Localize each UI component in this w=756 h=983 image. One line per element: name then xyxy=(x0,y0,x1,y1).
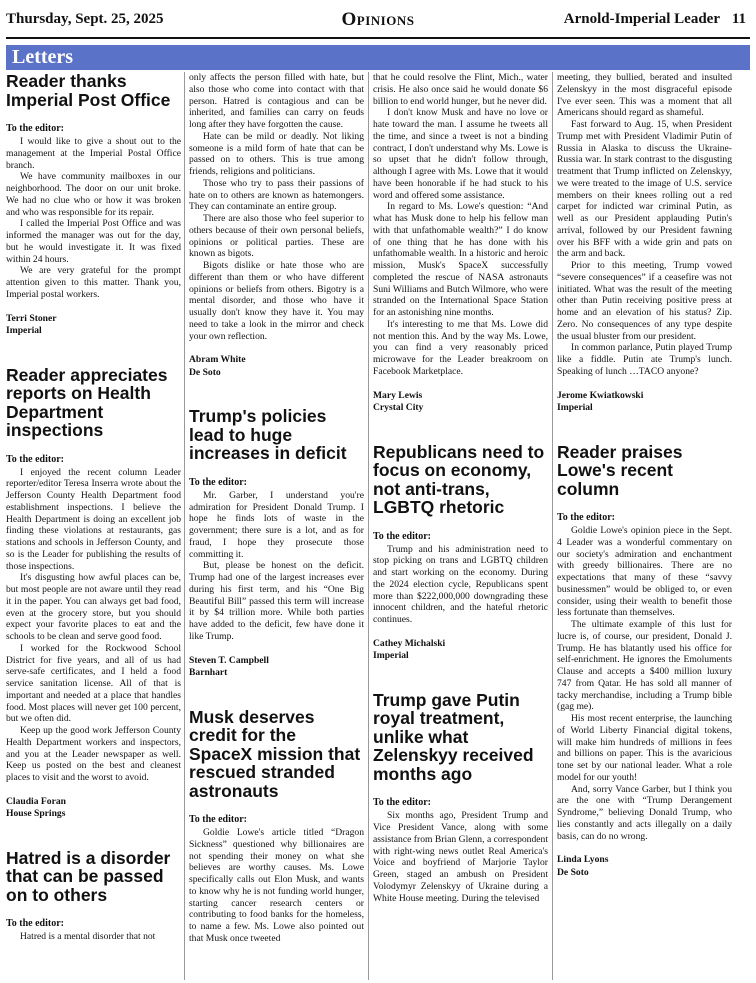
letter-town: House Springs xyxy=(6,808,66,820)
letter-headline: Trump's policies lead to huge increases in deficit xyxy=(189,406,347,464)
page-number: 11 xyxy=(731,11,746,27)
letter-paragraph: There are also those who feel superior to others because of their own personal beliefs, opinions or political parties. These are known as bigots. xyxy=(189,213,364,260)
masthead xyxy=(6,9,750,33)
letter-town: Imperial xyxy=(557,402,593,413)
letters-banner xyxy=(6,45,750,70)
letter-author: Mary Lewis xyxy=(373,389,423,401)
letter-headline: Reader appreciates reports on Health Department inspections xyxy=(6,364,168,440)
column-divider xyxy=(552,72,553,980)
column-divider xyxy=(368,72,369,980)
letter-greeting: To the editor: xyxy=(6,123,64,134)
letter-headline: Reader thanks Imperial Post Office xyxy=(6,72,171,110)
letter-headline: Reader praises Lowe's recent column xyxy=(557,441,683,499)
letter-greeting: To the editor: xyxy=(6,918,64,930)
letter-paragraph: It's disgusting how awful places can be, but most people are not aware until they read it in the paper. You can always get bad food, even at the grocery store, but you should expect your favorite places to eat and the schools to be clean and serve good food. xyxy=(6,572,181,642)
letter-paragraph: Keep up the good work Jefferson County Health Department workers and inspectors, and you at the Leader newspaper as well. Keep us posted on the best and cleanest places to visit and the worst to avoid. xyxy=(6,725,181,783)
letter-paragraph: His most recent enterprise, the launching of World Liberty Financial digital tokens, will make him hundreds of millions in fees and billions on paper. This is the avaricious tone set by our national leader. What a role model for our youth! xyxy=(557,713,732,783)
letter-town: Imperial xyxy=(6,325,42,336)
letter-greeting: To the editor: xyxy=(373,530,431,542)
letter-post-office xyxy=(6,72,181,338)
letter-greeting: To the editor: xyxy=(373,797,431,809)
letter-paragraph: meeting, they bullied, berated and insulted Zelenskyy in the most disgraceful episode I've ever seen. This was a moment that all Americans should regard as shameful. xyxy=(557,72,732,119)
letter-headline: Republicans need to focus on economy, not anti-trans, LGBTQ rhetoric xyxy=(373,441,545,517)
letter-paragraph: I enjoyed the recent column Leader reporter/editor Teresa Inserra wrote about the Jefferson County Health Department food establishment inspections. I believe the Health Department is doing an excellent job finding these violations at restaurants, gas stations and schools in Jefferson County, and so is the Leader for publishing the results of those inspections. xyxy=(6,466,181,572)
letter-greeting: To the editor: xyxy=(6,453,64,465)
letter-putin-continued xyxy=(557,72,732,415)
letter-paragraph: We have community mailboxes in our neighborhood. The door on our unit broke. We had no clue who or how it was broken and who was responsible for its repair. xyxy=(6,171,181,218)
letter-headline: Trump gave Putin royal treatment, unlike what Zelenskyy received months ago xyxy=(373,689,534,784)
column-divider xyxy=(184,72,185,980)
letter-author: Linda Lyons xyxy=(557,854,609,866)
letter-paragraph: Bigots dislike or hate those who are different than them or who have different opinions or beliefs from others. Bigotry is a mental disorder, and those who have it usually don't know they have it. You may need to take a look in the mirror and check your own reflection. xyxy=(189,260,364,342)
letter-paragraph: In regard to Ms. Lowe's question: “And what has Musk done to help his fellow man with that unfathomable wealth?” I do know of one thing that he has done with his unfathomable wealth. In a historic and heroic mission, Musk's SpaceX successfully completed the rescue of NASA astronauts Suni Williams and Butch Wilmore, who were stranded on the International Space Station for an astonishing nine months. xyxy=(373,201,548,318)
letter-town: Imperial xyxy=(373,650,409,662)
letter-paragraph: Six months ago, President Trump and Vice President Vance, along with some assistance from Brian Glenn, a correspondent with right-wing news outlet Real America's Voice and boyfriend of Marjorie Taylor Green, staged an ambush on President Volodymyr Zelenskyy of Ukraine during a White House meeting. During the televised xyxy=(373,810,548,904)
letter-paragraph: Mr. Garber, I understand you're admiration for President Donald Trump. I hope he finds lots of waste in the government; there sure is a lot, and as for fraud, I hope they prosecute those committing it. xyxy=(189,489,364,560)
letter-paragraph: that he could resolve the Flint, Mich., water crisis. He also once said he would donate $6 billion to end world hunger, but he never did. xyxy=(373,72,548,107)
letter-paragraph: I worked for the Rockwood School District for five years, and all of us had serve-safe certificates, and I held a food service sanitation license. All of that is important and needed at a place that handles food. Most places will never get 100 percent, but we often did. xyxy=(6,642,181,725)
letter-paragraph: only affects the person filled with hate, but also those who come into contact with that person. Hatred is contagious and can be inherited, and families can carry on feuds long after they have forgotten the cause. xyxy=(189,72,364,130)
letter-town: Barnhart xyxy=(189,667,228,678)
letter-greeting: To the editor: xyxy=(189,476,247,488)
column-2 xyxy=(189,72,364,980)
letter-paragraph: In common parlance, Putin played Trump like a fiddle. Putin ate Trump's lunch. Speaking of lunch …TACO anyone? xyxy=(557,342,732,377)
letter-lowe xyxy=(557,443,732,880)
letter-musk xyxy=(189,708,364,945)
letter-paragraph: Hatred is a mental disorder that not xyxy=(20,931,156,943)
letter-paragraph: Fast forward to Aug. 15, when President Trump met with President Vladimir Putin of Russia in Alaska to discuss the Ukraine-Russia war. In stark contrast to the disgusting treatment that Trump inflicted on Zelenskyy, we were treated to the image of U.S. service members on their knees rolling out a red carpet for indicted war criminal Putin, as well as our President applauding Putin's arrival, followed by our President fawning over his BFF with a wide grin and pats on the arm and back. xyxy=(557,119,732,260)
letter-paragraph: Goldie Lowe's opinion piece in the Sept. 4 Leader was a wonderful commentary on our society's admiration and enchantment with greedy billionaires. There are no expectations that many of these “savvy businessmen” would be obliged to, or even consider, using their wealth to benefit those less fortunate than themselves. xyxy=(557,525,732,619)
letter-town: De Soto xyxy=(189,366,221,378)
letter-putin xyxy=(373,691,548,905)
letter-paragraph: I called the Imperial Post Office and was informed the manager was out for the day, but he would investigate it. It was fixed within 24 hours. xyxy=(6,218,181,265)
letter-author: Abram White xyxy=(189,354,246,366)
letter-headline: Musk deserves credit for the SpaceX mission that rescued stranded astronauts xyxy=(189,706,361,801)
letter-town: Crystal City xyxy=(373,402,424,413)
letter-health-department xyxy=(6,366,181,821)
letter-paragraph: Prior to this meeting, Trump vowed “severe consequences” if a ceasefire was not initiated. What was the result of the meeting other than Putin receiving positive press at home and an elevation of his status? Zip. Zero. No consequences of any type despite the usual bluster from our president. xyxy=(557,260,732,342)
letter-author: Jerome Kwiatkowski xyxy=(557,389,644,401)
letter-author: Claudia Foran xyxy=(6,795,66,807)
letter-paragraph: Trump and his administration need to stop picking on trans and LGBTQ children and start working on the economy. During the 2024 election cycle, Republicans spent more than $222,000,000 downgrading these innocent children, and the hateful rhetoric continues. xyxy=(373,543,548,625)
letter-paragraph: The ultimate example of this lust for lucre is, of course, our president, Donald J. Trump. He has blatantly used his office for self-enrichment. He ignores the Emoluments Clause and accepts a $400 million luxury 747 from Qatar. He has sold all manner of tacky merchandise, including a Trump bible (gag me). xyxy=(557,619,732,713)
letter-author: Steven T. Campbell xyxy=(189,654,269,666)
letter-hatred-continued xyxy=(189,72,364,379)
column-3 xyxy=(373,72,548,980)
letter-paragraph: Hate can be mild or deadly. Not liking someone is a mild form of hate that can be passed on to others. This is true among friends, religions and politicians. xyxy=(189,130,364,177)
newspaper-name: Arnold-Imperial Leader xyxy=(563,11,720,27)
letter-hatred xyxy=(6,849,181,943)
letter-paragraph: Goldie Lowe's article titled “Dragon Sickness” questioned why billionaires are not spending their money on what she believes are worthy causes. Ms. Lowe specifically calls out Elon Musk, and wants to know why he is not funding world hunger, starting cancer research centers or contributing to food banks for the homeless, to name a few. Ms. Lowe also pointed out that Musk once tweeted xyxy=(189,827,364,944)
letter-author: Terri Stoner xyxy=(6,312,57,324)
letter-paragraph: I would like to give a shout out to the management at the Imperial Postal Office branch. xyxy=(6,136,181,171)
column-1 xyxy=(6,72,181,980)
column-4 xyxy=(557,72,732,980)
issue-date: Thursday, Sept. 25, 2025 xyxy=(6,11,164,27)
letter-paragraph: I don't know Musk and have no love or hate toward the man. I assume he tweets all the time, and since a tweet is not a binding contract, I don't understand why Ms. Lowe is so upset that he didn't follow through, although I agree with Ms. Lowe that it would have been honorable if he had stuck to his word and offered some assistance. xyxy=(373,107,548,201)
header-rule xyxy=(6,37,750,39)
section-title: Opinions xyxy=(341,9,415,30)
letter-greeting: To the editor: xyxy=(189,814,247,825)
letter-paragraph: But, please be honest on the deficit. Trump had one of the largest increases ever during his first term, and his “One Big Beautiful Bill” passed this term will increase it by $4 trillion more. While both parties have added to the deficit, few have done it like Trump. xyxy=(189,560,364,642)
letter-paragraph: Those who try to pass their passions of hate on to others are known as hatemongers. They can contaminate an entire group. xyxy=(189,177,364,213)
letter-republicans xyxy=(373,443,548,663)
letter-paragraph: And, sorry Vance Garber, but I think you are the one with “Trump Derangement Syndrome,” believing Donald Trump, who lies constantly and acts illegally on a daily basis, can do no wrong. xyxy=(557,783,732,842)
letter-deficit xyxy=(189,407,364,679)
letter-greeting: To the editor: xyxy=(557,512,615,523)
letter-paragraph: It's interesting to me that Ms. Lowe did not mention this. And by the way Ms. Lowe, you can find a very reasonably priced microwave for the Leader breakroom on Facebook Marketplace. xyxy=(373,318,548,377)
letter-musk-continued xyxy=(373,72,548,415)
letters-banner-label: Letters xyxy=(12,46,74,68)
letter-town: De Soto xyxy=(557,866,589,878)
letter-headline: Hatred is a disorder that can be passed on to others xyxy=(6,847,171,905)
letter-author: Cathey Michalski xyxy=(373,637,446,649)
letter-paragraph: We are very grateful for the prompt attention given to this matter. Thank you, Imperial postal workers. xyxy=(6,265,181,300)
